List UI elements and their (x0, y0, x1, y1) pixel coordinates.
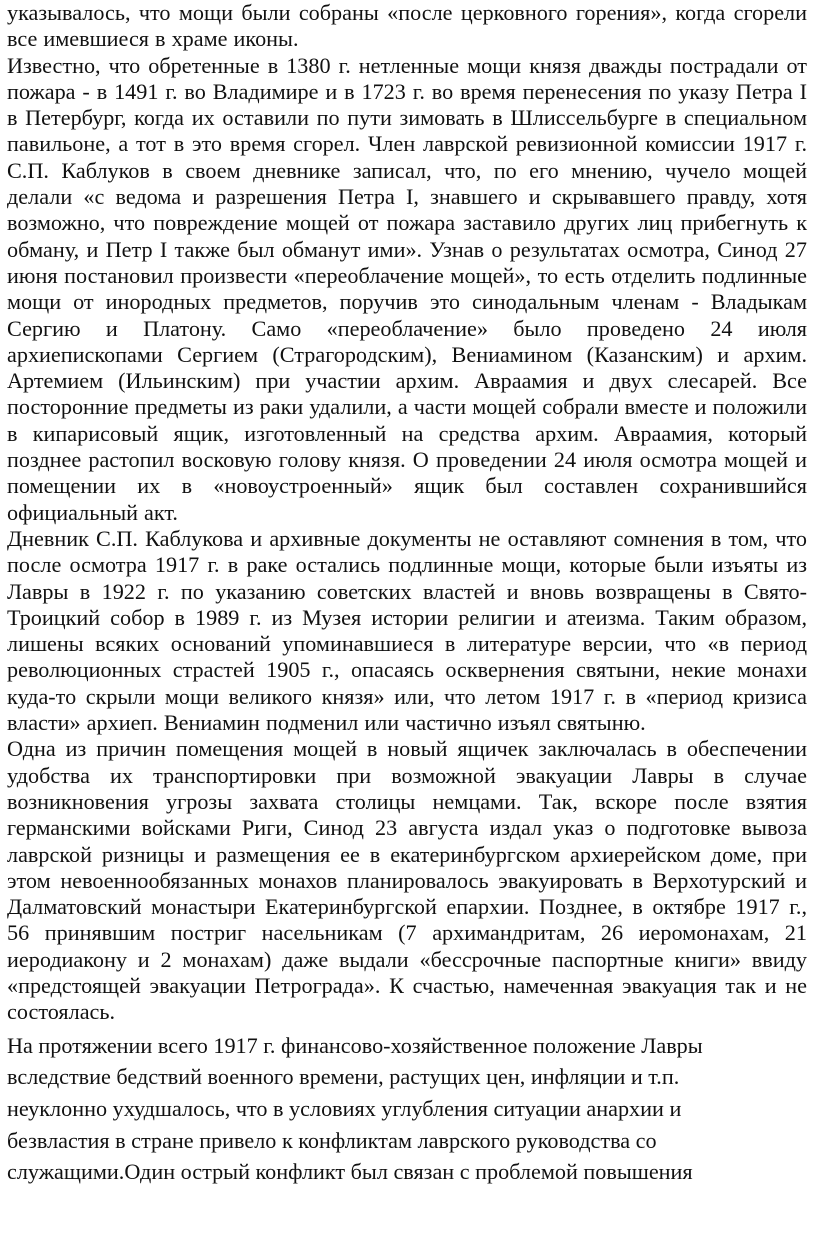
paragraph-line: безвластия в стране привело к конфликтам лаврского руководства со (7, 1127, 657, 1153)
paragraph-line: На протяжении всего 1917 г. финансово-хозяйственное положение Лавры (7, 1032, 703, 1058)
paragraph-evacuation: Одна из причин помещения мощей в новый ящичек заключалась в обеспечении удобства их транспортировки при возможной эвакуации Лавры в случае возникновения угрозы захвата столицы немцами. Так, вскоре после взятия германскими войсками Риги, Синод 23 августа издал указ о подготовке вывоза лаврской ризницы и размещения ее в екатеринбургском архиерейском доме, при этом невоеннообязанных монахов планировалось эвакуировать в Верхотурский и Далматовский монастыри Екатеринбургской епархии. Позднее, в октябре 1917 г., 56 принявшим постриг насельникам (7 архимандритам, 26 иеромонахам, 21 иеродиакону и 2 монахам) даже выдали «бессрочные паспортные книги» ввиду «предстоящей эвакуации Петрограда». К счастью, намеченная эвакуация так и не состоялась. (7, 736, 807, 1025)
paragraph-continuation: указывалось, что мощи были собраны «после церковного горения», когда сгорели все имевшиеся в храме иконы. (7, 0, 807, 52)
document-page (7, 0, 807, 1188)
paragraph-relics-fires: Известно, что обретенные в 1380 г. нетленные мощи князя дважды пострадали от пожара - в 1491 г. во Владимире и в 1723 г. во время перенесения по указу Петра I в Петербург, когда их оставили по пути зимовать в Шлиссельбурге в специальном павильоне, а тот в это время сгорел. Член лаврской ревизионной комиссии 1917 г. С.П. Каблуков в своем дневнике записал, что, по его мнению, чучело мощей делали «с ведома и разрешения Петра I, знавшего и скрывавшего правду, хотя возможно, что повреждение мощей от пожара заставило других лиц прибегнуть к обману, и Петр I также был обманут ими». Узнав о результатах осмотра, Синод 27 июня постановил произвести «переоблачение мощей», то есть отделить подлинные мощи от инородных предметов, поручив это синодальным членам - Владыкам Сергию и Платону. Само «переоблачение» было проведено 24 июля архиепископами Сергием (Страгородским), Вениамином (Казанским) и архим. Артемием (Ильинским) при участии архим. Авраамия и двух слесарей. Все посторонние предметы из раки удалили, а части мощей собрали вместе и положили в кипарисовый ящик, изготовленный на средства архим. Авраамия, который позднее растопил восковую голову князя. О проведении 24 июля осмотра мощей и помещении их в «новоустроенный» ящик был составлен сохранившийся официальный акт. (7, 52, 807, 525)
paragraph-line: вследствие бедствий военного времени, растущих цен, инфляции и т.п. (7, 1064, 680, 1090)
paragraph-finances (7, 1030, 807, 1189)
paragraph-line: неуклонно ухудшалось, что в условиях углубления ситуации анархии и (7, 1095, 682, 1121)
paragraph-line: служащими.Один острый конфликт был связан с проблемой повышения (7, 1159, 693, 1185)
paragraph-diary-documents: Дневник С.П. Каблукова и архивные документы не оставляют сомнения в том, что после осмотра 1917 г. в раке остались подлинные мощи, которые были изъяты из Лавры в 1922 г. по указанию советских властей и вновь возвращены в Свято-Троицкий собор в 1989 г. из Музея истории религии и атеизма. Таким образом, лишены всяких оснований упоминавшиеся в литературе версии, что «в период революционных страстей 1905 г., опасаясь осквернения святыни, некие монахи куда-то скрыли мощи великого князя» или, что летом 1917 г. в «период кризиса власти» архиеп. Вениамин подменил или частично изъял святыню. (7, 525, 807, 736)
